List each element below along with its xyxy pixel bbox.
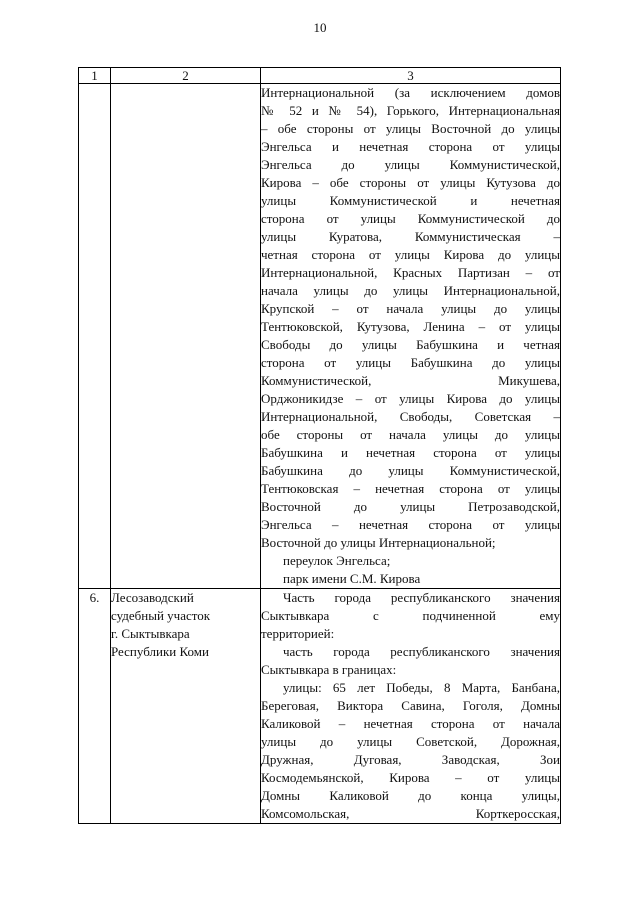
column-header-2: 2 [111,68,261,84]
territory-description-line: Бабушкина до улицы Коммунистической, [261,463,560,478]
table-row [79,589,561,824]
court-district-name-line: Лесозаводский [111,590,194,605]
court-district-name-cell [111,589,261,824]
territory-description-line: Свободы до улицы Бабушкина и четная [261,337,560,352]
territory-description-line: сторона от улицы Коммунистической до [261,211,560,226]
territory-description-line: Энгельса и нечетная сторона от улицы [261,139,560,154]
territory-description-line: улицы до улицы Советской, Дорожная, [261,734,560,749]
territory-description-line: Восточной до улицы Петрозаводской, [261,499,560,514]
territory-description-line: Космодемьянской, Кирова – от улицы [261,770,560,785]
territory-description-line: Береговая, Виктора Савина, Гоголя, Домны [261,698,560,713]
table-header-row [79,68,561,84]
court-district-name-line: судебный участок [111,608,211,623]
territory-description-line: обе стороны от начала улицы до улицы [261,427,560,442]
territory-description-line: четная сторона от улицы Кирова до улицы [261,247,560,262]
territory-description-line: Кирова – обе стороны от улицы Кутузова до [261,175,560,190]
column-header-1: 1 [79,68,111,84]
territory-description-line: Энгельса до улицы Коммунистической, [261,157,560,172]
territory-description-line: Интернациональной (за исключением домов [261,85,560,100]
territory-description-line: Интернациональной, Свободы, Советская – [261,409,560,424]
territory-description-line: улицы Коммунистической и нечетная [261,193,560,208]
territory-description-line: Крупской – от начала улицы до улицы [261,301,560,316]
districts-table [78,67,561,824]
territory-description-line: Домны Каликовой до конца улицы, [261,788,560,803]
territory-description-line: Бабушкина и нечетная сторона от улицы [261,445,560,460]
territory-description-line: Часть города республиканского значения [283,590,560,605]
territory-description-line: Каликовой – нечетная сторона от начала [261,716,560,731]
territory-description-line: Комсомольская, Корткеросская, [261,806,560,821]
territory-description-line: парк имени С.М. Кирова [283,571,421,586]
court-district-name-line: г. Сыктывкара [111,626,190,641]
territory-description-line: Сыктывкара в границах: [261,662,397,677]
territory-description-line: переулок Энгельса; [283,553,391,568]
territory-description-line: Тентюковской, Кутузова, Ленина – от улицы [261,319,560,334]
territory-description-line: территорией: [261,626,335,641]
territory-description-line: Восточной до улицы Интернациональной; [261,535,496,550]
territory-description-line: начала улицы до улицы Интернациональной, [261,283,560,298]
territory-description-line: Орджоникидзе – от улицы Кирова до улицы [261,391,560,406]
column-header-3: 3 [261,68,561,84]
territory-description-line: Сыктывкара с подчиненной ему [261,608,560,623]
territory-description-line: Коммунистической, Микушева, [261,373,560,388]
territory-description-line: – обе стороны от улицы Восточной до улицы [261,121,560,136]
territory-description-line: сторона от улицы Бабушкина до улицы [261,355,560,370]
territory-description-cell [261,589,561,824]
territory-description-line: улицы Куратова, Коммунистическая – [261,229,560,244]
territory-description-line: Тентюковская – нечетная сторона от улицы [261,481,560,496]
territory-description-line: Интернациональной, Красных Партизан – от [261,265,560,280]
territory-description-line: улицы: 65 лет Победы, 8 Марта, Банбана, [283,680,560,695]
territory-description-line: часть города республиканского значения [283,644,560,659]
territory-description-line: Энгельса – нечетная сторона от улицы [261,517,560,532]
territory-description-line: Дружная, Дуговая, Заводская, Зои [261,752,560,767]
territory-description-cell [261,84,561,589]
court-district-name-cell [111,84,261,589]
row-number-cell: 6. [79,589,111,824]
page-number: 10 [313,20,327,35]
table-row [79,84,561,589]
court-district-name-line: Республики Коми [111,644,209,659]
row-number-cell [79,84,111,589]
territory-description-line: № 52 и № 54), Горького, Интернациональная [261,103,560,118]
